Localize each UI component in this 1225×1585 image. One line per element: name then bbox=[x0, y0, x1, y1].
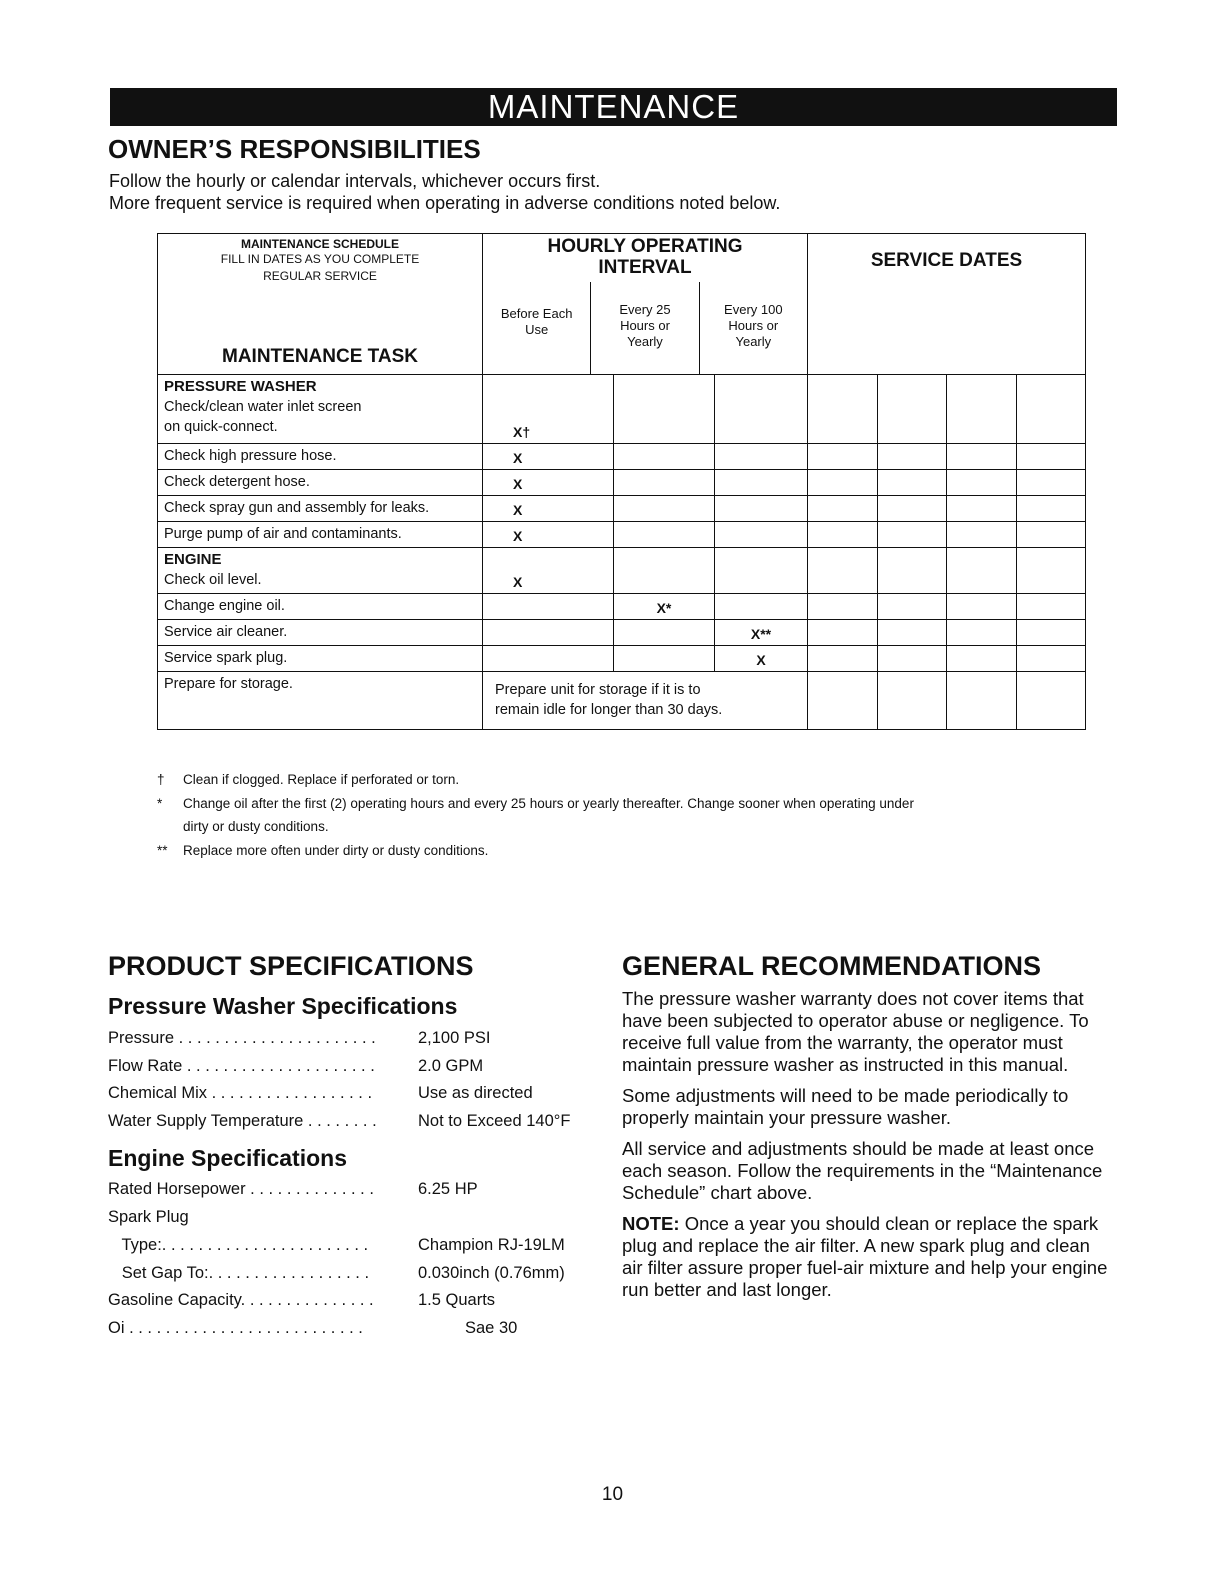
every-100-header: Every 100 Hours or Yearly bbox=[724, 302, 783, 349]
service-date-cell[interactable] bbox=[1016, 548, 1086, 594]
footnote-asterisk: * Change oil after the first (2) operating hours and every 25 hours or yearly thereafter. Change sooner when operating under bbox=[157, 795, 914, 811]
engine-specs-title: Engine Specifications bbox=[108, 1145, 347, 1171]
service-date-cell[interactable] bbox=[877, 522, 947, 548]
task-header: MAINTENANCE TASK bbox=[222, 346, 418, 367]
service-date-cell[interactable] bbox=[1016, 620, 1086, 646]
spec-oil: Oi . . . . . . . . . . . . . . . . . . . . . . . . . . Sae 30 bbox=[108, 1319, 518, 1337]
rec-paragraph-1: The pressure washer warranty does not cover items that have been subjected to operator abuse or negligence. To receive full value from the warranty, the operator must maintain pressure washer as instructed in this manual. bbox=[622, 988, 1089, 1075]
intro-line-1: Follow the hourly or calendar intervals, whichever occurs first. bbox=[109, 171, 601, 191]
service-date-cell[interactable] bbox=[808, 646, 878, 672]
table-row: ENGINE Check oil level. X bbox=[158, 548, 1086, 594]
service-date-cell[interactable] bbox=[947, 620, 1017, 646]
every-25-header: Every 25 Hours or Yearly bbox=[590, 282, 699, 374]
table-row: Service spark plug. X bbox=[158, 646, 1086, 672]
service-date-cell[interactable] bbox=[947, 496, 1017, 522]
service-date-cell[interactable] bbox=[877, 548, 947, 594]
service-date-cell[interactable] bbox=[1016, 444, 1086, 470]
service-date-cell[interactable] bbox=[877, 646, 947, 672]
pressure-washer-specs-title: Pressure Washer Specifications bbox=[108, 993, 458, 1019]
spec-gas-capacity: Gasoline Capacity. . . . . . . . . . . . . . . 1.5 Quarts bbox=[108, 1291, 496, 1309]
service-date-cell[interactable] bbox=[808, 375, 878, 444]
service-date-cell[interactable] bbox=[1016, 672, 1086, 730]
service-date-cell[interactable] bbox=[808, 470, 878, 496]
service-date-cell[interactable] bbox=[808, 672, 878, 730]
table-header-row bbox=[158, 234, 1086, 375]
maintenance-schedule-table bbox=[157, 233, 1086, 730]
table-row: Check detergent hose. X bbox=[158, 470, 1086, 496]
service-date-cell[interactable] bbox=[947, 548, 1017, 594]
service-date-cell[interactable] bbox=[808, 620, 878, 646]
service-date-cell[interactable] bbox=[808, 444, 878, 470]
service-date-cell[interactable] bbox=[808, 594, 878, 620]
storage-note: Prepare unit for storage if it is to remain idle for longer than 30 days. bbox=[483, 672, 808, 730]
table-row: Change engine oil. X* bbox=[158, 594, 1086, 620]
service-dates-header: SERVICE DATES bbox=[808, 234, 1086, 375]
footnote-double-asterisk: ** Replace more often under dirty or dusty conditions. bbox=[157, 842, 489, 858]
service-date-cell[interactable] bbox=[947, 594, 1017, 620]
service-date-cell[interactable] bbox=[947, 672, 1017, 730]
spec-pressure: Pressure . . . . . . . . . . . . . . . . . . . . . . 2,100 PSI bbox=[108, 1029, 491, 1047]
table-row: Prepare for storage. Prepare unit for storage if it is to remain idle for longer than 30 days. bbox=[158, 672, 1086, 730]
intro-line-2: More frequent service is required when operating in adverse conditions noted below. bbox=[109, 193, 781, 213]
general-recommendations-body bbox=[622, 988, 1112, 1310]
spec-spark-plug: Spark Plug bbox=[108, 1208, 189, 1226]
table-row: Purge pump of air and contaminants. X bbox=[158, 522, 1086, 548]
schedule-line-2: FILL IN DATES AS YOU COMPLETE bbox=[220, 252, 420, 266]
service-date-cell[interactable] bbox=[1016, 470, 1086, 496]
service-date-cell[interactable] bbox=[1016, 594, 1086, 620]
table-row: Check spray gun and assembly for leaks. X bbox=[158, 496, 1086, 522]
rec-paragraph-4: NOTE: Once a year you should clean or replace the spark plug and replace the air filter. A new spark plug and clean air filter assure proper fuel-air mixture and help your engine run better and last longer. bbox=[622, 1213, 1108, 1300]
schedule-line-3: REGULAR SERVICE bbox=[263, 269, 377, 283]
footnote-asterisk-cont: dirty or dusty conditions. bbox=[183, 819, 329, 834]
service-date-cell[interactable] bbox=[877, 496, 947, 522]
service-date-cell[interactable] bbox=[1016, 646, 1086, 672]
service-date-cell[interactable] bbox=[1016, 522, 1086, 548]
rec-paragraph-3: All service and adjustments should be made at least once each season. Follow the requirements in the “Maintenance Schedule” chart above. bbox=[622, 1138, 1103, 1203]
section-banner: MAINTENANCE bbox=[110, 88, 1117, 126]
owners-intro bbox=[109, 170, 780, 214]
interval-title-2: INTERVAL bbox=[598, 257, 692, 278]
spec-horsepower: Rated Horsepower . . . . . . . . . . . . . . 6.25 HP bbox=[108, 1180, 478, 1198]
spec-plug-type: Type:. . . . . . . . . . . . . . . . . . . . . . . Champion RJ-19LM bbox=[108, 1236, 565, 1254]
spec-plug-gap: Set Gap To:. . . . . . . . . . . . . . . . . . 0.030inch (0.76mm) bbox=[108, 1264, 565, 1282]
product-specs-title: PRODUCT SPECIFICATIONS bbox=[108, 951, 474, 981]
service-date-cell[interactable] bbox=[808, 522, 878, 548]
spec-flow-rate: Flow Rate . . . . . . . . . . . . . . . . . . . . . 2.0 GPM bbox=[108, 1057, 484, 1075]
general-recommendations-title: GENERAL RECOMMENDATIONS bbox=[622, 951, 1042, 981]
table-row: Check high pressure hose. X bbox=[158, 444, 1086, 470]
schedule-title: MAINTENANCE SCHEDULE bbox=[240, 237, 399, 251]
service-date-cell[interactable] bbox=[808, 496, 878, 522]
service-date-cell[interactable] bbox=[947, 444, 1017, 470]
interval-header-cell bbox=[483, 234, 808, 375]
spec-chemical-mix: Chemical Mix . . . . . . . . . . . . . . . . . . Use as directed bbox=[108, 1084, 533, 1102]
service-date-cell[interactable] bbox=[947, 375, 1017, 444]
interval-title bbox=[483, 234, 807, 278]
table-row: PRESSURE WASHER Check/clean water inlet screen on quick-connect. X† bbox=[158, 375, 1086, 444]
table-row: Service air cleaner. X** bbox=[158, 620, 1086, 646]
service-date-cell[interactable] bbox=[1016, 496, 1086, 522]
service-date-cell[interactable] bbox=[947, 470, 1017, 496]
service-date-cell[interactable] bbox=[877, 672, 947, 730]
service-date-cell[interactable] bbox=[877, 444, 947, 470]
footnotes bbox=[157, 768, 914, 862]
service-date-cell[interactable] bbox=[947, 646, 1017, 672]
interval-title-1: HOURLY OPERATING bbox=[547, 236, 743, 257]
service-date-cell[interactable] bbox=[947, 522, 1017, 548]
task-header-cell bbox=[158, 234, 483, 375]
owners-title: OWNER’S RESPONSIBILITIES bbox=[108, 134, 481, 164]
service-date-cell[interactable] bbox=[877, 470, 947, 496]
page-number: 10 bbox=[601, 1484, 624, 1505]
before-each-use-header: Before Each Use bbox=[500, 306, 573, 337]
service-date-cell[interactable] bbox=[877, 620, 947, 646]
footnote-dagger: † Clean if clogged. Replace if perforated or torn. bbox=[157, 772, 460, 787]
service-date-cell[interactable] bbox=[1016, 375, 1086, 444]
service-date-cell[interactable] bbox=[808, 548, 878, 594]
interval-subheaders bbox=[483, 282, 807, 374]
service-date-cell[interactable] bbox=[877, 594, 947, 620]
spec-water-temp: Water Supply Temperature . . . . . . . . Not to Exceed 140°F bbox=[108, 1112, 571, 1130]
rec-paragraph-2: Some adjustments will need to be made periodically to properly maintain your pressure washer. bbox=[622, 1085, 1069, 1128]
service-date-cell[interactable] bbox=[877, 375, 947, 444]
